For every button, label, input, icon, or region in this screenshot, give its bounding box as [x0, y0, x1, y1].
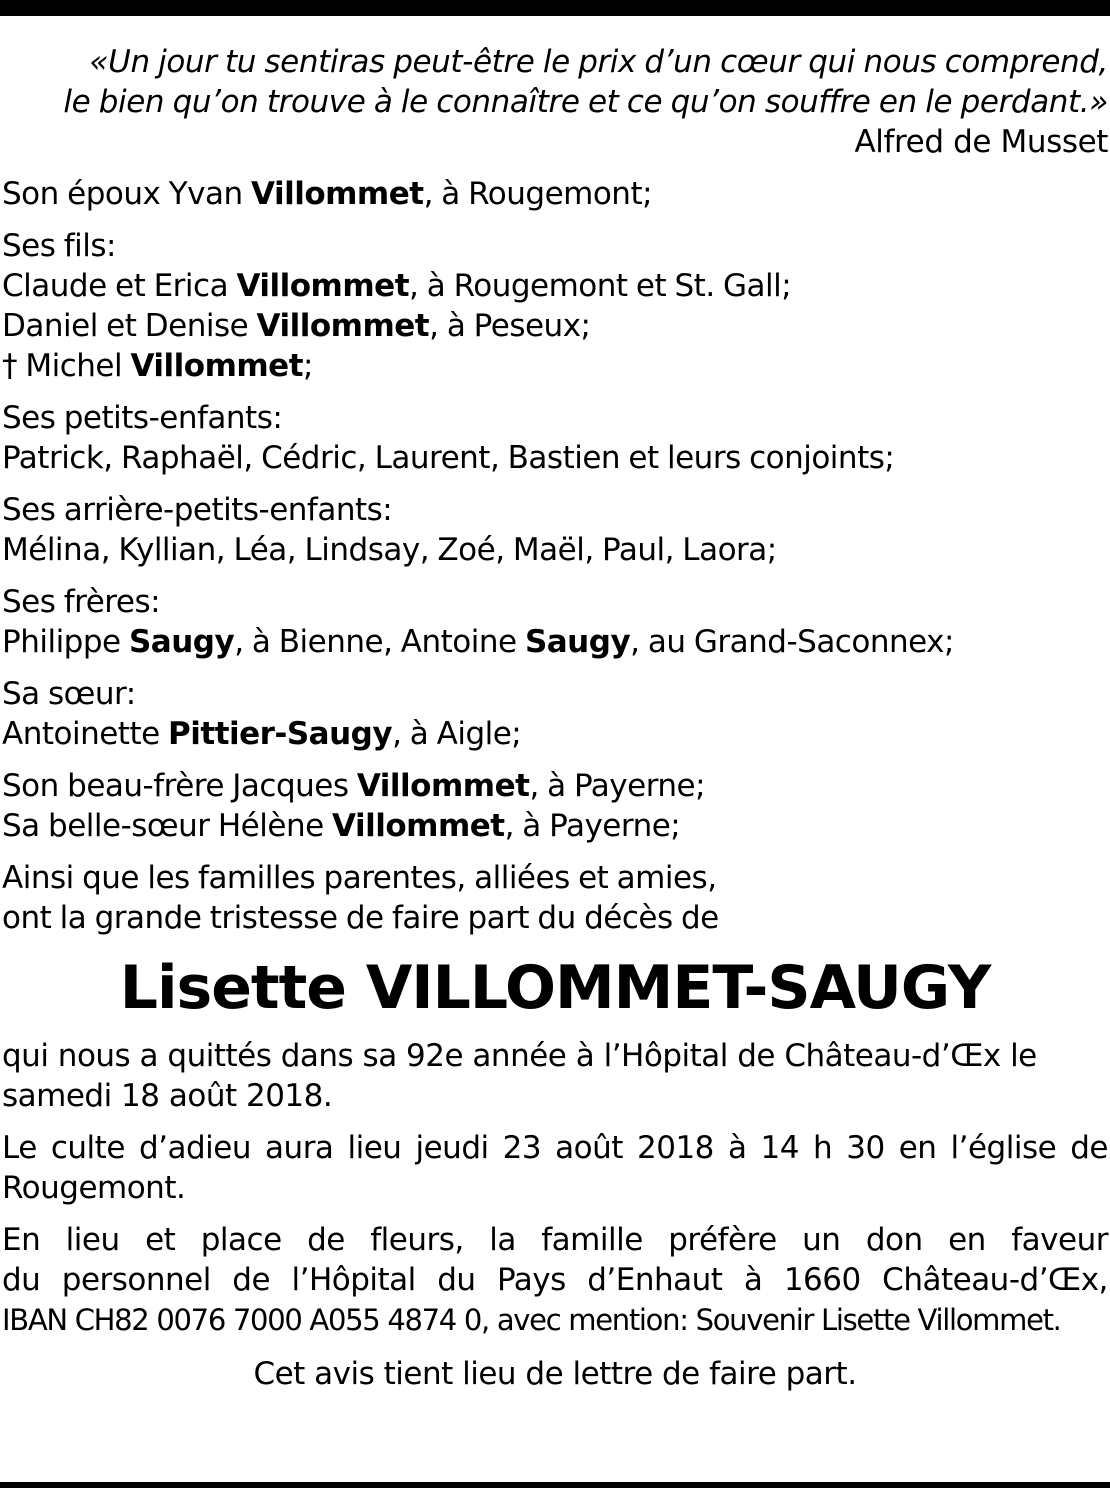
in-law-suffix: , à Payerne; [529, 768, 706, 804]
sister-surname: Pittier-Saugy [168, 716, 393, 752]
deceased-name: Lisette VILLOMMET-SAUGY [119, 953, 991, 1023]
service-details: Le culte d’adieu aura lieu jeudi 23 août 2018 à 14 h 30 en l’église de Rougemont. [2, 1130, 1108, 1206]
brothers-section [2, 582, 1108, 662]
son-prefix: Daniel et Denise [2, 308, 257, 344]
bottom-rule [0, 1482, 1110, 1488]
announcement-line: ont la grande tristesse de faire part du décès de [2, 900, 719, 936]
obituary-notice [2, 42, 1108, 1394]
donation-word: en [948, 1222, 986, 1258]
donation-word: de [232, 1262, 271, 1298]
top-rule [0, 0, 1110, 16]
brother-prefix: Philippe [2, 624, 129, 660]
quote-line: le bien qu’on trouve à le connaître et ce qu’on souffre en le perdant.» [63, 84, 1108, 120]
spouse-suffix: , à Rougemont; [423, 176, 653, 212]
son-prefix: † Michel [2, 348, 131, 384]
donation-word: don [865, 1222, 923, 1258]
donation-word: du [2, 1262, 41, 1298]
donation-word: un [802, 1222, 841, 1258]
donation-word: Château-d’Œx, [882, 1262, 1108, 1298]
passing-details: qui nous a quittés dans sa 92e année à l’Hôpital de Château-d’Œx le samedi 18 août 2018. [2, 1038, 1037, 1114]
sister-line [2, 714, 1108, 754]
donation-word: personnel [61, 1262, 211, 1298]
in-law-line [2, 806, 1108, 846]
in-law-prefix: Sa belle-sœur Hélène [2, 808, 333, 844]
son-line [2, 306, 1108, 346]
iban-line: IBAN CH82 0076 7000 A055 4874 0, avec mention: Souvenir Lisette Villommet. [2, 1303, 1061, 1337]
sister-suffix: , à Aigle; [392, 716, 522, 752]
son-surname: Villommet [130, 348, 304, 384]
son-suffix: , à Rougemont et St. Gall; [409, 268, 792, 304]
great-grandchildren-names: Mélina, Kyllian, Léa, Lindsay, Zoé, Maël, Paul, Laora; [2, 532, 777, 568]
spouse-prefix: Son époux Yvan [2, 176, 251, 212]
in-law-surname: Villommet [332, 808, 505, 844]
brothers-line [2, 622, 1108, 662]
donation-line [2, 1260, 1108, 1300]
brother-surname: Saugy [524, 624, 631, 660]
spouse-line [2, 174, 1108, 214]
donation-word: place [200, 1222, 282, 1258]
donation-word: à [743, 1262, 763, 1298]
in-law-line [2, 766, 1108, 806]
in-law-suffix: , à Payerne; [504, 808, 681, 844]
in-law-prefix: Son beau-frère Jacques [2, 768, 357, 804]
epigraph-quote [2, 42, 1108, 122]
brother-middle: , à Bienne, Antoine [234, 624, 525, 660]
quote-line: «Un jour tu sentiras peut-être le prix d’un cœur qui nous comprend, [89, 44, 1108, 80]
grandchildren-section [2, 398, 1108, 478]
donation-word: et [145, 1222, 176, 1258]
donation-word: Pays [497, 1262, 566, 1298]
grandchildren-heading: Ses petits-enfants: [2, 400, 283, 436]
donation-word: famille [541, 1222, 643, 1258]
donation-word: préfère [668, 1222, 777, 1258]
brother-suffix: , au Grand-Saconnex; [630, 624, 954, 660]
donation-word: du [437, 1262, 476, 1298]
donation-word: 1660 [783, 1262, 861, 1298]
donation-word: la [489, 1222, 516, 1258]
donation-word: En [2, 1222, 41, 1258]
son-surname: Villommet [236, 268, 410, 304]
son-suffix: ; [303, 348, 313, 384]
sister-prefix: Antoinette [2, 716, 169, 752]
spouse-entry [2, 174, 1108, 214]
quote-author: Alfred de Musset [854, 124, 1108, 160]
sons-heading: Ses fils: [2, 228, 116, 264]
great-grandchildren-heading: Ses arrière-petits-enfants: [2, 492, 393, 528]
donation-word: de [307, 1222, 345, 1258]
son-line [2, 266, 1108, 306]
son-surname: Villommet [256, 308, 430, 344]
brothers-heading: Ses frères: [2, 584, 161, 620]
son-suffix: , à Peseux; [429, 308, 591, 344]
in-laws-section [2, 766, 1108, 846]
great-grandchildren-section [2, 490, 1108, 570]
son-prefix: Claude et Erica [2, 268, 237, 304]
brother-surname: Saugy [128, 624, 235, 660]
donation-details [2, 1220, 1108, 1340]
donation-word: l’Hôpital [291, 1262, 416, 1298]
in-law-surname: Villommet [356, 768, 530, 804]
donation-word: faveur [1011, 1222, 1108, 1258]
sister-section [2, 674, 1108, 754]
donation-word: fleurs, [370, 1222, 464, 1258]
son-line [2, 346, 1108, 386]
grandchildren-names: Patrick, Raphaël, Cédric, Laurent, Bastien et leurs conjoints; [2, 440, 895, 476]
donation-word: lieu [65, 1222, 120, 1258]
sister-heading: Sa sœur: [2, 676, 136, 712]
announcement-line: Ainsi que les familles parentes, alliées et amies, [2, 860, 717, 896]
announcement [2, 858, 1108, 938]
closing-note: Cet avis tient lieu de lettre de faire part. [253, 1356, 857, 1392]
sons-section [2, 226, 1108, 386]
spouse-surname: Villommet [251, 176, 424, 212]
donation-line [2, 1220, 1108, 1260]
donation-word: d’Enhaut [587, 1262, 723, 1298]
